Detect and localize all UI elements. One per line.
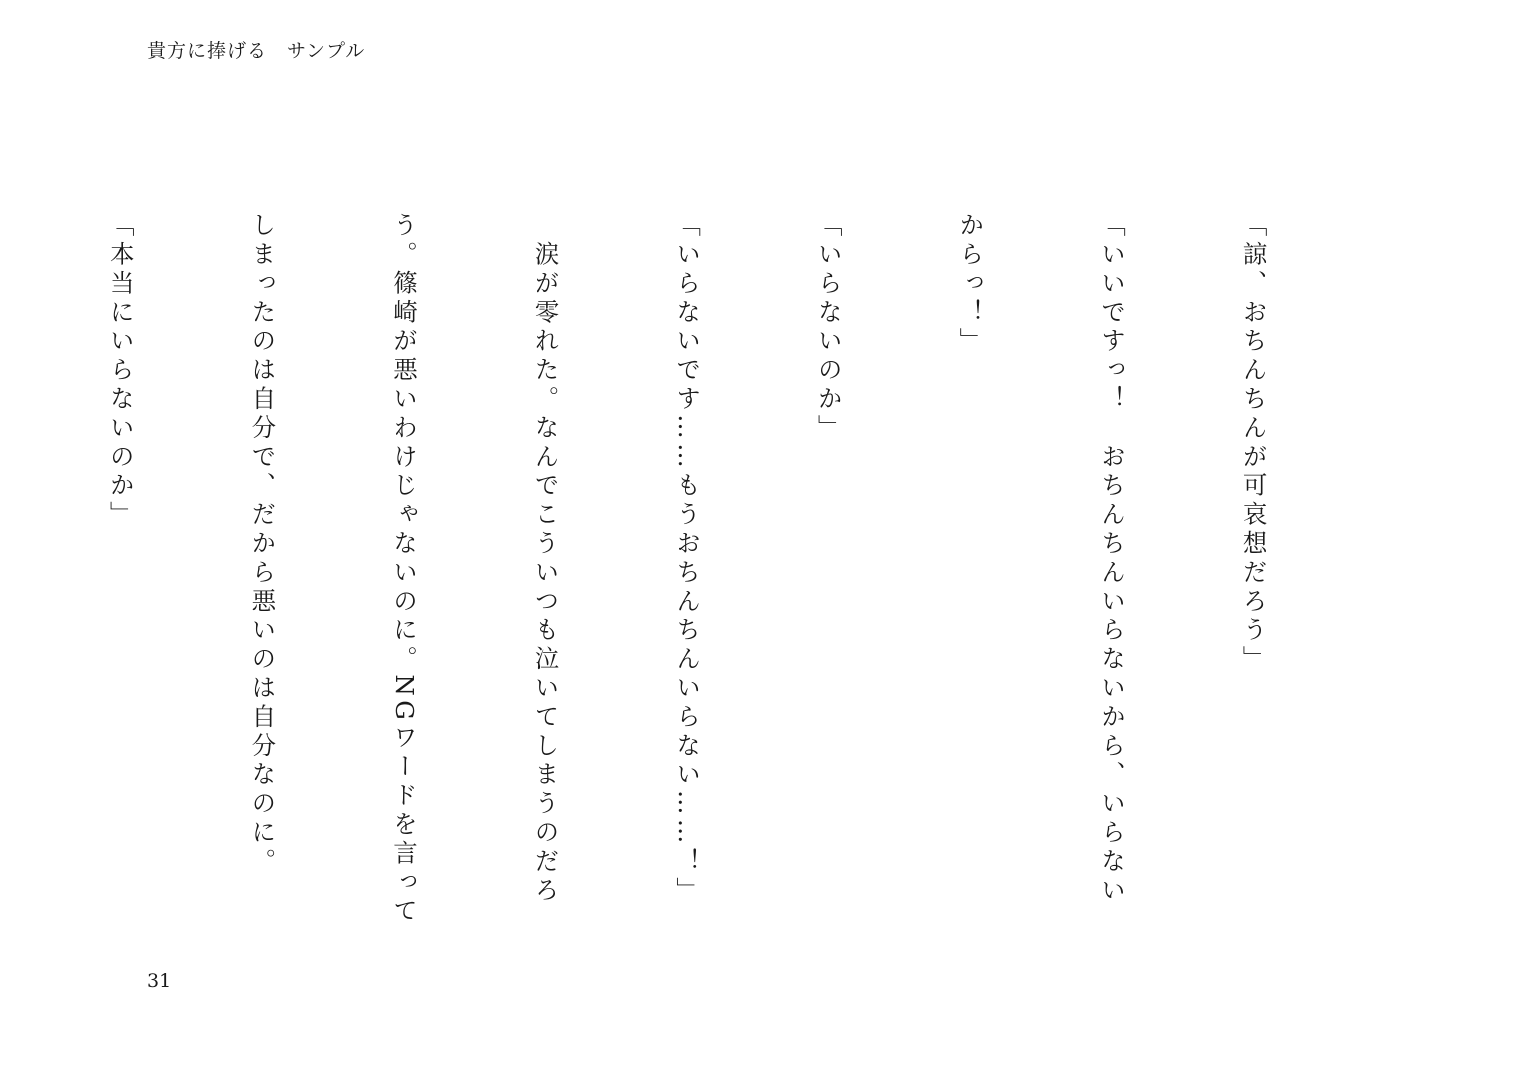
text-line: 「諒、おちんちんが可哀想だろう」 [1239,212,1269,675]
text-line: 涙が零れた。なんでこういつも泣いてしまうのだろ [531,212,561,906]
text-line: う。篠崎が悪いわけじゃないのに。NGワードを言って [389,212,419,927]
text-line: 「本当にいらないのか」 [106,212,136,530]
text-line: 「いいですっ！ おちんちんいらないから、いらない [1097,212,1127,906]
text-line: 「いらないのか」 [814,212,844,444]
text-line: 「いらないです……もうおちんちんいらない……！」 [673,212,703,906]
running-header-title: 貴方に捧げる サンプル [147,40,366,62]
vertical-body-text [0,212,1372,927]
text-line: からっ！」 [956,212,986,357]
text-line [0,212,3,872]
text-line: しまったのは自分で、だから悪いのは自分なのに。 [248,212,278,877]
page-number: 31 [147,970,172,992]
